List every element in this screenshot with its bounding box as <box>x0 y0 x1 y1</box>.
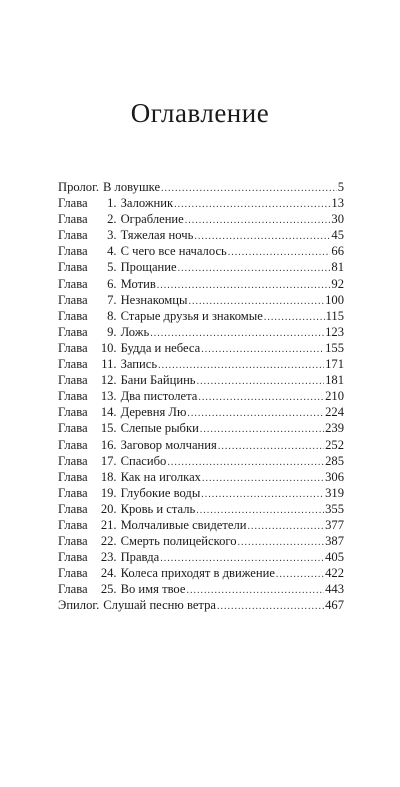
dot-leader <box>185 213 331 229</box>
toc-entry-page-number: 239 <box>325 421 344 436</box>
toc-entry-title: Колеса приходят в движение <box>120 566 275 581</box>
toc-entry-prefix: Эпилог. <box>58 598 100 613</box>
toc-entry-title: Два пистолета <box>120 389 198 404</box>
dot-leader <box>161 181 337 197</box>
toc-entry <box>58 372 344 388</box>
dot-leader <box>218 439 324 455</box>
dot-leader <box>201 487 324 503</box>
toc-entry-prefix: Глава <box>58 469 88 484</box>
toc-entry <box>58 388 344 404</box>
toc-entry-number: 9. <box>107 324 117 339</box>
toc-entry-page-number: 377 <box>325 517 344 532</box>
toc-entry-prefix: Глава <box>58 244 88 259</box>
toc-entry <box>58 292 344 308</box>
toc-entry-number: 8. <box>107 308 117 323</box>
toc-entry-title: Слушай песню ветра <box>103 598 216 613</box>
toc-entry-number: 5. <box>107 260 117 275</box>
toc-entry <box>58 340 344 356</box>
dot-leader <box>228 245 331 261</box>
toc-entry-title: Молчаливые свидетели <box>120 517 247 532</box>
toc-entry-prefix: Глава <box>58 212 88 227</box>
toc-entry-title: Во имя твое <box>120 582 186 597</box>
toc-entry-prefix: Глава <box>58 534 88 549</box>
toc-entry-page-number: 319 <box>325 485 344 500</box>
toc-entry-title: Старые друзья и знакомые <box>120 308 263 323</box>
toc-entry-title: Правда <box>120 550 160 565</box>
toc-entry-page-number: 123 <box>325 324 344 339</box>
toc-entry-page-number: 443 <box>325 582 344 597</box>
toc-entry-page-number: 387 <box>325 534 344 549</box>
dot-leader <box>174 197 330 213</box>
toc-entry-title: Заложник <box>120 196 174 211</box>
toc-entry-number: 22. <box>100 534 117 549</box>
toc-entry-prefix: Пролог. <box>58 180 99 194</box>
toc-entry-prefix: Глава <box>58 228 88 243</box>
toc-entry-title: Спасибо <box>120 453 167 468</box>
toc-entry-title: Мотив <box>120 276 156 291</box>
toc-entry-prefix: Глава <box>58 292 88 307</box>
toc-entry-title: Деревня Лю <box>120 405 187 420</box>
toc-entry-number: 2. <box>107 212 117 227</box>
toc-entry-number: 23. <box>100 550 117 565</box>
toc-entry-title: В ловушке <box>103 180 161 194</box>
page-title: Оглавление <box>130 98 270 128</box>
toc-entry-page-number: 210 <box>325 389 344 404</box>
toc-entry-page-number: 13 <box>331 196 344 211</box>
toc-entry <box>58 549 344 565</box>
dot-leader <box>201 342 324 358</box>
toc-entry-prefix: Глава <box>58 550 88 565</box>
toc-entry-title: Слепые рыбки <box>120 421 199 436</box>
toc-entry-number: 24. <box>100 566 117 581</box>
toc-entry-page-number: 100 <box>325 292 344 307</box>
toc-entry-prefix: Глава <box>58 324 88 339</box>
dot-leader <box>247 519 324 535</box>
toc-entry-number: 14. <box>100 405 117 420</box>
toc-entry-title: Глубокие воды <box>120 485 201 500</box>
toc-entry-prefix: Глава <box>58 260 88 275</box>
toc-entry <box>58 324 344 340</box>
table-of-contents <box>58 179 344 614</box>
toc-entry-number: 1. <box>107 196 117 211</box>
toc-entry <box>58 420 344 436</box>
toc-entry-number: 3. <box>107 228 117 243</box>
dot-leader <box>197 374 325 390</box>
toc-entry-number: 11. <box>101 357 117 372</box>
toc-entry-prefix: Глава <box>58 517 88 532</box>
dot-leader <box>187 406 324 422</box>
toc-entry-number: 13. <box>100 389 117 404</box>
dot-leader <box>200 422 324 438</box>
toc-entry-title: Незнакомцы <box>120 292 188 307</box>
toc-entry-number: 12. <box>100 373 117 388</box>
toc-entry-page-number: 224 <box>325 405 344 420</box>
toc-entry-prefix: Глава <box>58 421 88 436</box>
dot-leader <box>217 599 324 615</box>
toc-entry-prefix: Глава <box>58 373 88 388</box>
toc-entry-title: Смерть полицейского <box>120 534 237 549</box>
toc-entry <box>58 211 344 227</box>
toc-entry-prefix: Глава <box>58 196 88 211</box>
toc-entry <box>58 179 344 195</box>
toc-entry-title: Тяжелая ночь <box>120 228 194 243</box>
toc-entry-prefix: Глава <box>58 566 88 581</box>
toc-entry-page-number: 467 <box>325 598 344 613</box>
toc-entry-page-number: 66 <box>331 244 344 259</box>
toc-entry-number: 10. <box>100 340 117 355</box>
toc-entry <box>58 308 344 324</box>
toc-entry-title: Бани Байцинь <box>120 373 196 388</box>
dot-leader <box>238 535 325 551</box>
toc-entry <box>58 259 344 275</box>
toc-entry-title: Ложь <box>120 324 150 339</box>
toc-entry <box>58 243 344 259</box>
toc-entry-number: 21. <box>100 517 117 532</box>
toc-entry-page-number: 181 <box>325 373 344 388</box>
toc-entry-prefix: Глава <box>58 485 88 500</box>
toc-entry-title: Заговор молчания <box>120 437 217 452</box>
toc-entry-prefix: Глава <box>58 389 88 404</box>
dot-leader <box>202 471 324 487</box>
dot-leader <box>178 261 331 277</box>
toc-entry-page-number: 5 <box>337 180 344 194</box>
toc-entry-prefix: Глава <box>58 357 88 372</box>
toc-entry-number: 6. <box>107 276 117 291</box>
toc-entry <box>58 501 344 517</box>
toc-entry <box>58 581 344 597</box>
toc-entry-page-number: 355 <box>325 501 344 516</box>
toc-entry-number: 15. <box>100 421 117 436</box>
toc-entry-page-number: 422 <box>325 566 344 581</box>
toc-entry-title: Кровь и сталь <box>120 501 196 516</box>
dot-leader <box>198 390 324 406</box>
toc-entry <box>58 453 344 469</box>
toc-entry <box>58 227 344 243</box>
toc-entry-number: 16. <box>100 437 117 452</box>
toc-entry-prefix: Глава <box>58 453 88 468</box>
toc-entry <box>58 195 344 211</box>
toc-entry-page-number: 115 <box>325 308 344 323</box>
toc-entry-page-number: 285 <box>325 453 344 468</box>
toc-entry-number: 17. <box>100 453 117 468</box>
toc-entry-title: Будда и небеса <box>120 340 201 355</box>
toc-entry-number: 20. <box>100 501 117 516</box>
toc-entry <box>58 356 344 372</box>
toc-entry <box>58 469 344 485</box>
toc-entry-page-number: 405 <box>325 550 344 565</box>
toc-entry-page-number: 306 <box>325 469 344 484</box>
toc-entry-number: 25. <box>100 582 117 597</box>
toc-entry-page-number: 171 <box>325 357 344 372</box>
toc-entry <box>58 565 344 581</box>
toc-entry-page-number: 45 <box>331 228 344 243</box>
toc-entry <box>58 533 344 549</box>
toc-entry-page-number: 81 <box>331 260 344 275</box>
toc-entry <box>58 404 344 420</box>
toc-entry-prefix: Глава <box>58 501 88 516</box>
toc-entry-page-number: 92 <box>331 276 344 291</box>
toc-entry-number: 7. <box>107 292 117 307</box>
toc-entry-prefix: Глава <box>58 582 88 597</box>
toc-entry-page-number: 252 <box>325 437 344 452</box>
toc-entry-title: Прощание <box>120 260 177 275</box>
dot-leader <box>264 310 325 326</box>
dot-leader <box>276 567 324 583</box>
toc-entry-number: 18. <box>100 469 117 484</box>
toc-entry-title: С чего все началось <box>120 244 227 259</box>
toc-entry <box>58 276 344 292</box>
toc-entry <box>58 437 344 453</box>
toc-entry-prefix: Глава <box>58 340 88 355</box>
toc-entry-prefix: Глава <box>58 405 88 420</box>
toc-entry-number: 4. <box>107 244 117 259</box>
toc-entry <box>58 485 344 501</box>
toc-entry-number: 19. <box>100 485 117 500</box>
toc-entry <box>58 597 344 613</box>
toc-entry-prefix: Глава <box>58 308 88 323</box>
toc-entry-title: Запись <box>120 357 158 372</box>
toc-entry-prefix: Глава <box>58 276 88 291</box>
toc-entry <box>58 517 344 533</box>
toc-entry-title: Как на иголках <box>120 469 201 484</box>
toc-entry-page-number: 30 <box>331 212 344 227</box>
toc-entry-prefix: Глава <box>58 437 88 452</box>
toc-entry-page-number: 155 <box>325 340 344 355</box>
toc-entry-title: Ограбление <box>120 212 184 227</box>
